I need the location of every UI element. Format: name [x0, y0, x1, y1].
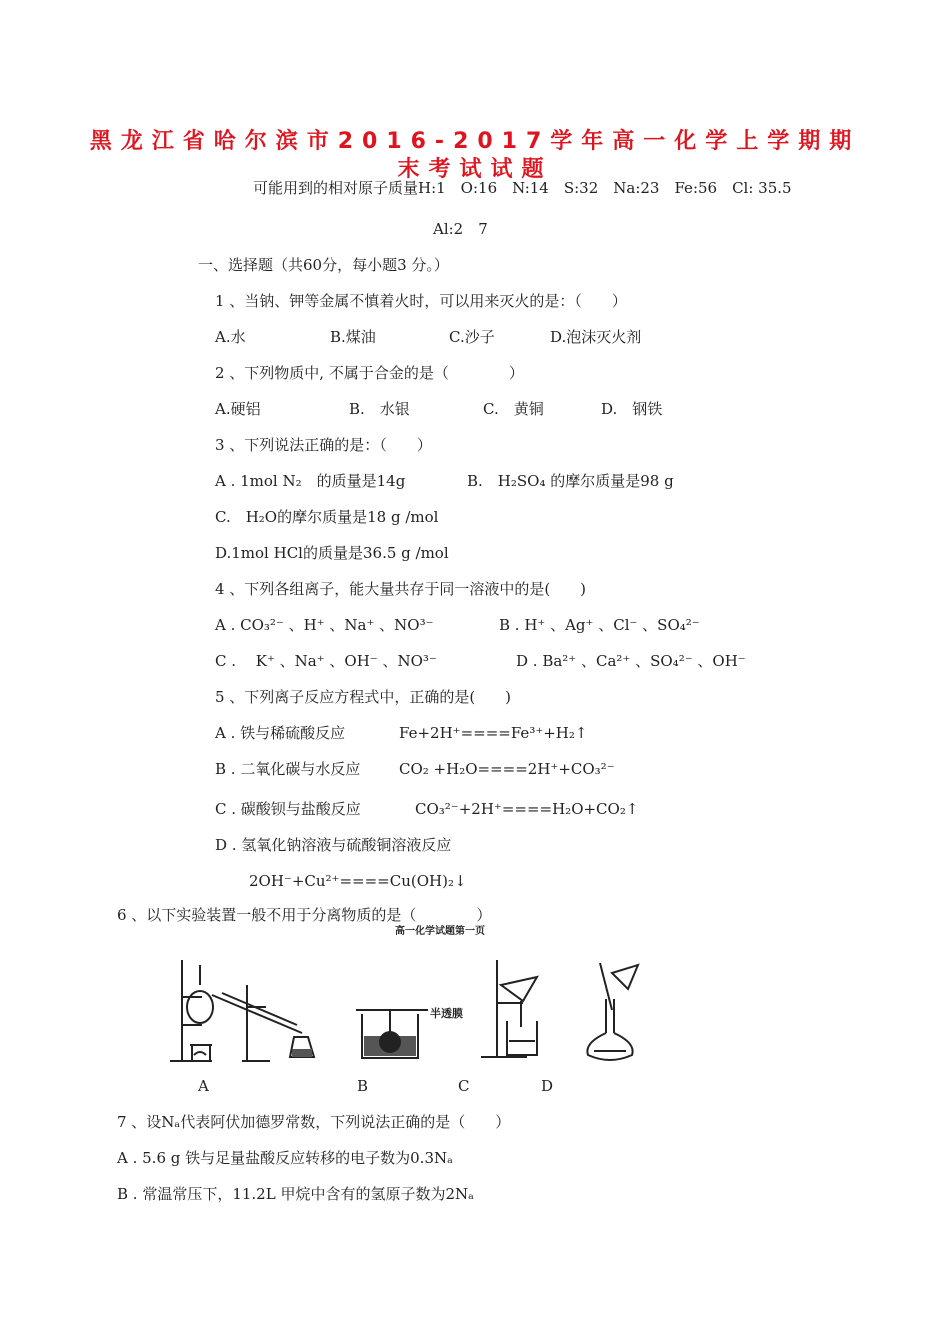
apparatus-b-dialysis: [352, 1000, 432, 1065]
q4-stem: 4 、下列各组离子，能大量共存于同一溶液中的是( ): [215, 580, 587, 598]
q3-stem: 3 、下列说法正确的是：（ ）: [215, 436, 432, 454]
page-footer: 高一化学试题第一页: [395, 926, 485, 937]
atomic-masses-line2: Al:2 7: [433, 220, 488, 238]
section-heading: 一、选择题（共60分，每小题3 分。）: [198, 256, 449, 274]
q6-stem: 6 、以下实验装置一般不用于分离物质的是（ ）: [117, 906, 492, 924]
atomic-masses-line1: 可能用到的相对原子质量H:1 O:16 N:14 S:32 Na:23 Fe:56 Cl: 35.5: [253, 179, 792, 197]
q4-option-a: A . CO₃²⁻ 、H⁺ 、Na⁺ 、NO³⁻: [215, 616, 434, 634]
q5-stem: 5 、下列离子反应方程式中，正确的是( ): [215, 688, 512, 706]
apparatus-label-d: D: [541, 1077, 554, 1095]
q3-option-b: B. H₂SO₄ 的摩尔质量是98 g: [467, 472, 674, 490]
q5-option-a-label: A . 铁与稀硫酸反应: [215, 724, 346, 742]
q4-option-c: C . K⁺ 、Na⁺ 、OH⁻ 、NO³⁻: [215, 652, 437, 670]
apparatus-label-c: C: [458, 1077, 470, 1095]
q1-option-b: B.煤油: [330, 328, 376, 346]
q2-option-a: A.硬铝: [215, 400, 261, 418]
q1-stem: 1 、当钠、钾等金属不慎着火时，可以用来灭火的是：（ ）: [215, 292, 627, 310]
apparatus-label-a: A: [198, 1077, 209, 1095]
q1-option-c: C.沙子: [449, 328, 495, 346]
document-title-line2: 末考试试题: [397, 157, 553, 182]
q5-option-b-equation: CO₂ +H₂O====2H⁺+CO₃²⁻: [399, 760, 615, 778]
q3-option-d: D.1mol HCl的质量是36.5 g /mol: [215, 544, 449, 562]
q5-option-a-equation: Fe+2H⁺====Fe³⁺+H₂↑: [399, 724, 588, 742]
q7-stem: 7 、设Nₐ代表阿伏加德罗常数，下列说法正确的是（ ）: [117, 1113, 511, 1131]
q7-option-b: B . 常温常压下，11.2L 甲烷中含有的氢原子数为2Nₐ: [117, 1185, 474, 1203]
q2-option-b: B. 水银: [349, 400, 410, 418]
q5-option-c-equation: CO₃²⁻+2H⁺====H₂O+CO₂↑: [415, 800, 639, 818]
q3-option-a: A . 1mol N₂ 的质量是14g: [215, 472, 406, 490]
q5-option-b-label: B . 二氧化碳与水反应: [215, 760, 361, 778]
membrane-label: 半透膜: [430, 1007, 463, 1020]
apparatus-a-distillation: [162, 955, 327, 1065]
q2-option-d: D. 钢铁: [601, 400, 663, 418]
apparatus-c-filtration: [475, 955, 560, 1063]
apparatus-d-volumetric-flask: [578, 955, 648, 1065]
q3-option-c: C. H₂O的摩尔质量是18 g /mol: [215, 508, 439, 526]
q7-option-a: A . 5.6 g 铁与足量盐酸反应转移的电子数为0.3Nₐ: [117, 1149, 453, 1167]
q5-option-d-label: D . 氢氧化钠溶液与硫酸铜溶液反应: [215, 836, 452, 854]
apparatus-label-b: B: [357, 1077, 369, 1095]
q4-option-d: D . Ba²⁺ 、Ca²⁺ 、SO₄²⁻ 、OH⁻: [516, 652, 746, 670]
q4-option-b: B . H⁺ 、Ag⁺ 、Cl⁻ 、SO₄²⁻: [499, 616, 700, 634]
q5-option-c-label: C . 碳酸钡与盐酸反应: [215, 800, 361, 818]
q2-stem: 2 、下列物质中, 不属于合金的是（ ）: [215, 364, 524, 382]
q1-option-a: A.水: [215, 328, 246, 346]
q2-option-c: C. 黄铜: [483, 400, 544, 418]
q5-option-d-equation: 2OH⁻+Cu²⁺====Cu(OH)₂↓: [249, 872, 467, 890]
q1-option-d: D.泡沫灭火剂: [550, 328, 642, 346]
document-title-line1: 黑龙江省哈尔滨市2016-2017学年高一化学上学期期: [89, 129, 861, 154]
